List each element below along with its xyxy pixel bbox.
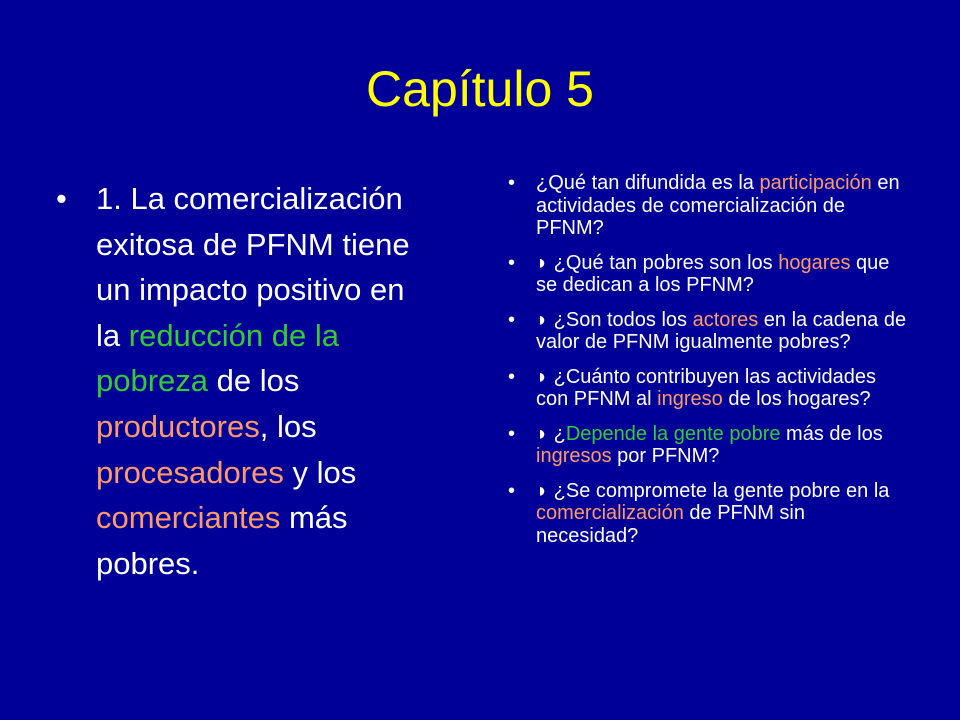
bullet-icon: • [508, 308, 516, 331]
question-text [536, 252, 889, 297]
question-item [508, 309, 908, 354]
highlight-green-text: reducción de la pobreza [96, 317, 339, 399]
plain-text: por PFNM? [611, 445, 720, 467]
plain-text: ¿Qué tan difundida es la [536, 172, 760, 194]
plain-text: 1. La comercialización exitosa de PFNM tiene un impacto positivo en la [96, 181, 410, 353]
highlight-orange-text: comerciantes [96, 500, 281, 536]
plain-text: , los [259, 408, 317, 444]
question-item [508, 252, 908, 297]
plain-text: de PFNM sin necesidad? [536, 502, 805, 547]
question-text [536, 172, 900, 239]
left-bullet-text [96, 181, 410, 581]
bullet-icon: • [56, 181, 67, 216]
bullet-icon: • [508, 172, 516, 194]
highlight-orange-text: actores [692, 308, 759, 331]
plain-text: de los hogares? [722, 388, 871, 410]
plain-text: de los [208, 363, 300, 399]
right-column [508, 172, 908, 559]
highlight-orange-text: comercialización [536, 502, 684, 524]
highlight-orange-text: ingresos [536, 445, 612, 467]
question-text [536, 309, 906, 354]
plain-text: en actividades de comercialización de PFNM? [536, 172, 900, 239]
bullet-icon: • [508, 365, 516, 388]
question-item [508, 172, 908, 240]
plain-text: ◗ ¿Se compromete la gente pobre en la [536, 479, 890, 502]
question-item [508, 366, 908, 411]
plain-text: ◗ ¿Qué tan pobres son los [536, 251, 779, 274]
left-bullet-item [56, 176, 436, 586]
question-text [536, 423, 883, 468]
plain-text: ◗ ¿ [536, 422, 566, 445]
plain-text: y los [283, 454, 357, 490]
highlight-orange-text: procesadores [96, 454, 284, 490]
plain-text: más de los [780, 422, 883, 445]
plain-text: ◗ ¿Son todos los [536, 308, 693, 331]
bullet-icon: • [508, 251, 516, 274]
question-item [508, 423, 908, 468]
bullet-icon: • [508, 479, 516, 502]
highlight-orange-text: ingreso [657, 388, 723, 410]
bullet-icon: • [508, 422, 516, 445]
slide-title: Capítulo 5 [366, 61, 594, 117]
question-item [508, 480, 908, 548]
left-column [56, 176, 436, 586]
question-text [536, 366, 876, 411]
question-text [536, 480, 889, 547]
highlight-green-text: Depende la gente pobre [565, 422, 781, 445]
highlight-orange-text: participación [759, 172, 872, 194]
highlight-orange-text: hogares [778, 251, 851, 274]
plain-text: que se dedican a los PFNM? [536, 251, 890, 296]
plain-text: en la cadena de valor de PFNM igualmente pobres? [536, 308, 907, 353]
highlight-orange-text: productores [96, 408, 260, 444]
plain-text: ◗ ¿Cuánto contribuyen las actividades con PFNM al [536, 365, 877, 410]
plain-text: más pobres. [96, 500, 348, 581]
